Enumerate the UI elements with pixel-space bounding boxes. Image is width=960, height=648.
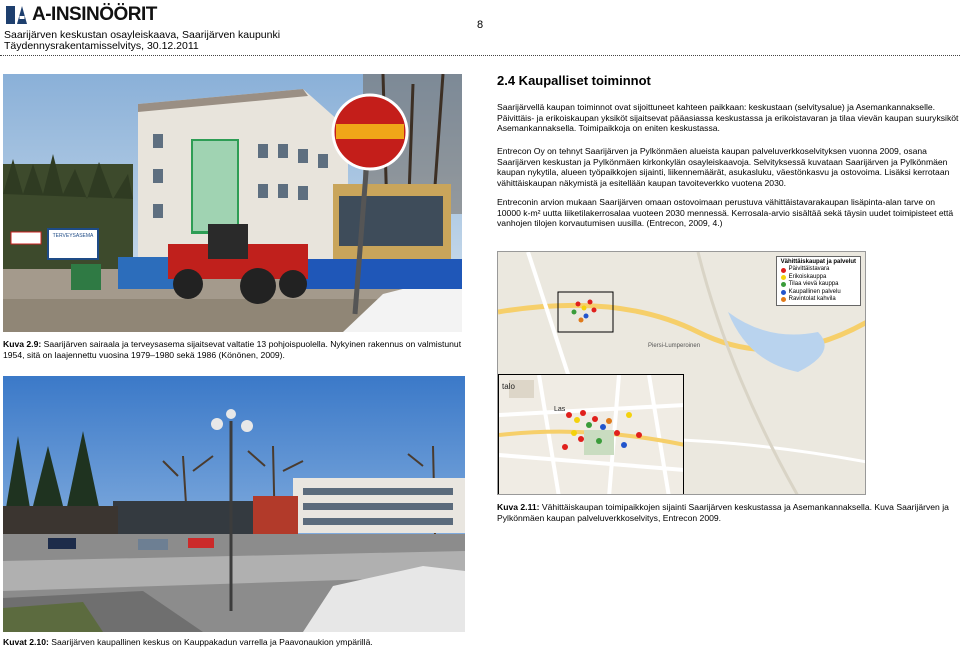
logo-icon [6,4,28,26]
caption-fig-2-10 [3,637,463,648]
hospital-photo [3,74,462,332]
page-number: 8 [477,19,484,31]
paragraph-1: Saarijärvellä kaupan toiminnot ovat sijoittuneet kahteen paikkaan: keskustaan (selvitysalue) ja Asemankannakselle. Päivittäis- ja erikoiskaupan yksiköt sijaitsevat pääasiassa keskustassa ja erikoistavaran ja tilaa vievän kaupan suuryksiköt Asemankannaksella. Toimipaikkoja on eniten keskustassa. [497,102,959,134]
legend-item [781,274,856,281]
map-legend [776,256,861,306]
document-subtitle: Täydennysrakentamisselvitys, 30.12.2011 [4,40,199,52]
town-centre-photo [3,376,465,632]
legend-item [781,266,856,273]
caption-fig-2-10-text: Saarijärven kaupallinen keskus on Kauppakadun varrella ja Paavonaukion ympärillä. [51,637,373,647]
inset-label-talo: talo [502,382,515,391]
map-inset [498,374,684,495]
legend-item-label: Päivittäistavara [788,266,830,273]
section-heading: 2.4 Kaupalliset toiminnot [497,73,651,88]
caption-fig-2-11 [497,502,959,523]
caption-fig-2-11-label: Kuva 2.11: [497,502,540,512]
paragraph-2: Entrecon Oy on tehnyt Saarijärven ja Pylkönmäen alueista kaupan palveluverkkoselvityksen vuonna 2009, osana Saarijärven keskustan ja Pylkönmäen kirkonkylän osayleiskaavoja. Selvityksessä kuvataan Saarijärven ja Pylkönmäen kaupan nykytila, alueen työpaikkojen sijainti, liikennemäärät, asukasluku, väestönkasvu ja ostovoima. Lisäksi kerrotaan vähittäiskaupan näkymistä ja esitellään kaupan tavoiteverkko vuotena 2030. [497,146,950,188]
caption-fig-2-9-text: Saarijärven sairaala ja terveysasema sijaitsevat valtatie 13 pohjoispuolella. Nykyinen rakennus on valmistunut 1954, sitä on laajennettu vuosina 1979–1980 sekä 1986 (Könönen, 2009). [3,339,462,360]
map-road-label: Piersi-Lumperoinen [648,343,701,349]
legend-item [781,296,856,303]
document-title: Saarijärven keskustan osayleiskaava, Saarijärven kaupunki [4,29,281,41]
legend-item [781,289,856,296]
legend-item-label: Tilaa vievä kauppa [788,281,839,288]
map-legend-title: Vähittäiskaupat ja palvelut [780,259,856,265]
legend-item [781,281,856,288]
paragraph-3: Entreconin arvion mukaan Saarijärven omaan ostovoimaan perustuva vähittäistavarakaupan lisäpinta-alan tarve on 10000 k-m² uutta liiketilakerrosalaa vuoteen 2030 mennessä. Kerrosala-arvio sisältää sekä täysin uudet toimipisteet että vanhojen tilojen korvautumisen uusilla. (Entrecon, 2009, 4.) [497,197,954,229]
legend-item-label: Ravintolat kahvila [788,296,836,303]
header-divider [0,55,960,56]
legend-item-label: Kaupallinen palvelu [788,288,841,295]
caption-fig-2-9-label: Kuva 2.9: [3,339,42,349]
caption-fig-2-11-text: Vähittäiskaupan toimipaikkojen sijainti Saarijärven keskustassa ja Asemankannaksella. Kuva Saarijärven ja Pylkönmäen kaupan palveluverkkoselvitys, Entrecon 2009. [497,502,949,523]
logo-text: A-INSINÖÖRIT [32,4,157,25]
company-logo [6,4,157,26]
legend-item-label: Erikoiskauppa [788,273,827,280]
retail-location-map [497,251,866,495]
inset-label-las: Las [554,406,566,413]
caption-fig-2-9 [3,339,463,360]
health-sign-text: TERVEYSASEMA [52,233,94,239]
caption-fig-2-10-label: Kuvat 2.10: [3,637,49,647]
